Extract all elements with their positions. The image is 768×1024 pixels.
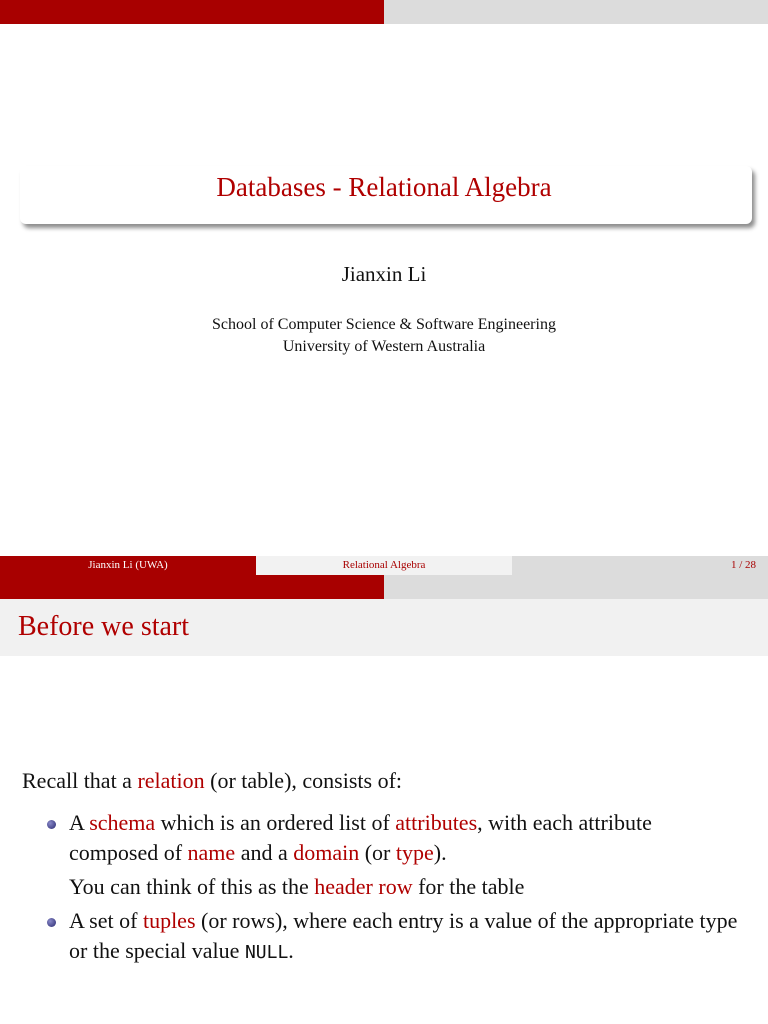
term-relation: relation bbox=[137, 768, 205, 793]
footer-author: Jianxin Li (UWA) bbox=[0, 556, 256, 575]
frame-title: Before we start bbox=[18, 611, 190, 642]
code-null: NULL bbox=[244, 942, 289, 963]
institution-school: School of Computer Science & Software Engineering bbox=[212, 316, 556, 333]
bullet-icon bbox=[47, 918, 56, 927]
list-item bbox=[44, 808, 744, 902]
slide-title: Databases - Relational Algebra bbox=[216, 172, 552, 202]
term-attributes: attributes bbox=[395, 810, 478, 835]
header-bar-grey-segment bbox=[384, 0, 768, 24]
sub-text bbox=[69, 872, 744, 902]
term-tuples: tuples bbox=[142, 908, 196, 933]
text-part: , with each attribute composed of bbox=[69, 810, 652, 865]
intro-text bbox=[22, 768, 402, 794]
term-header-row: header row bbox=[314, 874, 413, 899]
bullet-icon bbox=[47, 820, 56, 829]
text-part: ). bbox=[433, 840, 447, 865]
text-part: and a bbox=[235, 840, 294, 865]
term-name: name bbox=[187, 840, 236, 865]
text-part: which is an ordered list of bbox=[155, 810, 396, 835]
top-header-bar-2 bbox=[0, 575, 768, 599]
term-schema: schema bbox=[89, 810, 156, 835]
institution bbox=[0, 314, 768, 358]
footer-title: Relational Algebra bbox=[256, 556, 512, 575]
text-part: (or rows), where each entry is a value of the appropriate type or the special value bbox=[69, 908, 738, 963]
term-domain: domain bbox=[293, 840, 360, 865]
footer-page-number-cell bbox=[512, 556, 768, 575]
header-bar-red-segment bbox=[0, 575, 384, 599]
institution-university: University of Western Australia bbox=[282, 338, 486, 355]
text-part: . bbox=[288, 938, 294, 963]
text-part: A set of bbox=[69, 908, 143, 933]
term-type: type bbox=[395, 840, 434, 865]
text-part: You can think of this as the bbox=[69, 874, 315, 899]
intro-text-part: Recall that a bbox=[22, 768, 138, 793]
footer-page-number: 1 / 28 bbox=[730, 559, 756, 571]
text-part: (or bbox=[359, 840, 396, 865]
list-item bbox=[44, 906, 744, 968]
bullet-list bbox=[44, 808, 744, 972]
header-bar-red-segment bbox=[0, 0, 384, 24]
intro-text-part: (or table), consists of: bbox=[204, 768, 403, 793]
author-name: Jianxin Li bbox=[341, 262, 427, 286]
text-part: for the table bbox=[412, 874, 525, 899]
header-bar-grey-segment bbox=[384, 575, 768, 599]
slide-footer bbox=[0, 556, 768, 575]
text-part: A bbox=[69, 810, 90, 835]
top-header-bar bbox=[0, 0, 768, 24]
